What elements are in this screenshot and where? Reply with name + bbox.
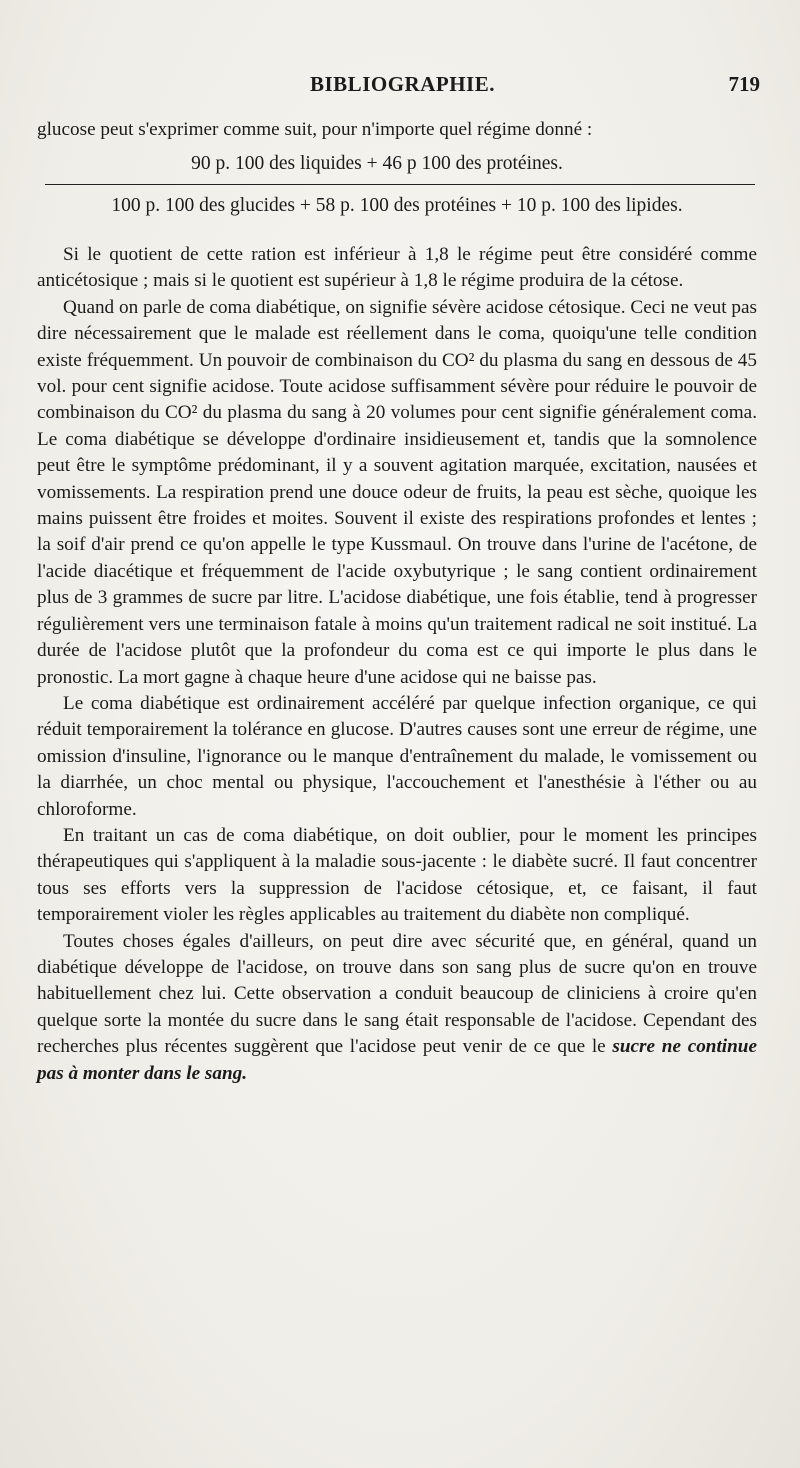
formula-intro: glucose peut s'exprimer comme suit, pour n'importe quel régime donné :	[37, 119, 593, 140]
paragraph: En traitant un cas de coma diabétique, on doit oublier, pour le moment les principes thérapeutiques qui s'appliquent à la maladie sous-jacente : le diabète sucré. Il faut concentrer tous ses efforts vers la suppression de l'acidose cétosique, et, ce faisant, il faut temporairement violer les règles applicables au traitement du diabète non compliqué.	[37, 824, 757, 926]
paragraph-text: Toutes choses égales d'ailleurs, on peut dire avec sécurité que, en général, quand un diabétique développe de l'acidose, on trouve dans son sang plus de sucre qu'on en trouve habituellement chez lui. Cette observation a conduit beaucoup de cliniciens à croire qu'en quelque sorte la montée du sucre dans le sang était responsable de l'acidose. Cependant des recherches plus récentes suggèrent que l'acidose peut venir de ce que le	[37, 930, 757, 1058]
page-number: 719	[728, 72, 760, 96]
fraction-bar	[45, 184, 755, 185]
paragraph: Si le quotient de cette ration est inférieur à 1,8 le régime peut être considéré comme anticétosique ; mais si le quotient est supérieur à 1,8 le régime produira de la cétose.	[37, 244, 757, 292]
paragraph	[37, 929, 757, 1087]
paragraph: Quand on parle de coma diabétique, on signifie sévère acidose cétosique. Ceci ne veut pas dire nécessairement que le malade est réellement dans le coma, quoiqu'une telle condition existe fréquemment. Un pouvoir de combinaison du CO² du plasma du sang en dessous de 45 vol. pour cent signifie acidose. Toute acidose suffisamment sévère pour réduire le pouvoir de combinaison du CO² du plasma du sang à 20 volumes pour cent signifie généralement coma. Le coma diabétique se développe d'ordinaire insidieusement et, tandis que la somnolence peut être le symptôme prédominant, il y a souvent agitation marquée, excitation, nausées et vomissements. La respiration prend une douce odeur de fruits, la peau est sèche, quoique les mains puissent être froides et moites. Souvent il existe des respirations profondes et lentes ; la soif d'air prend ce qu'on appelle le type Kussmaul. On trouve dans l'urine de l'acétone, de l'acide diacétique et fréquemment de l'acide oxybutyrique ; le sang contient ordinairement plus de 3 grammes de sucre par litre. L'acidose diabétique, une fois établie, tend à progresser régulièrement vers une terminaison fatale à moins qu'un traitement radical ne soit institué. La durée de l'acidose plutôt que la profondeur du coma est ce qui importe le plus dans le pronostic. La mort gagne à chaque heure d'une acidose qui ne baisse pas.	[37, 296, 757, 688]
formula-numerator: 90 p. 100 des liquides + 46 p 100 des protéines.	[191, 153, 563, 174]
italic-ending: sucre ne continue pas à monter dans le sang.	[37, 1036, 757, 1084]
running-title: BIBLIOGRAPHIE.	[310, 72, 495, 96]
formula-denominator: 100 p. 100 des glucides + 58 p. 100 des protéines + 10 p. 100 des lipides.	[111, 195, 683, 216]
paragraph: Le coma diabétique est ordinairement accéléré par quelque infection organique, ce qui réduit temporairement la tolérance en glucose. D'autres causes sont une erreur de régime, une omission d'insuline, l'ignorance ou le manque d'entraînement du malade, le vomissement ou la diarrhée, un choc mental ou physique, l'accouchement et l'anesthésie à l'éther ou au chloroforme.	[37, 692, 757, 820]
page-header	[40, 72, 760, 104]
body-text	[37, 242, 757, 1087]
